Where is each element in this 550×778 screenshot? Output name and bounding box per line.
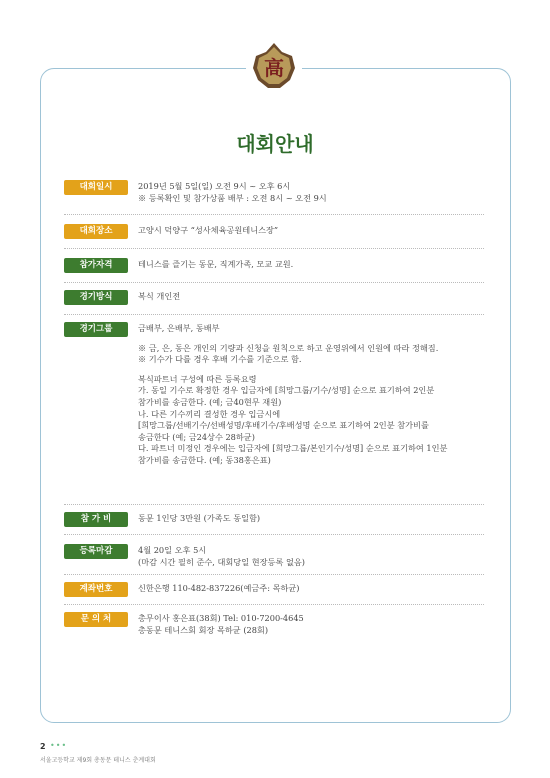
text-line: 나. 다른 기수끼리 결성한 경우 입금시에 <box>138 408 281 419</box>
text-line: 총동문 테니스회 회장 목하균 (28회) <box>138 624 269 635</box>
section-content <box>138 545 484 568</box>
section-content <box>138 323 484 467</box>
text-line: 송금한다 (예; 금24상수 28하균) <box>138 431 255 442</box>
text-line: 복식파트너 구성에 따른 등록요령 <box>138 373 257 384</box>
section-label: 참가자격 <box>64 258 128 273</box>
section-content <box>138 225 484 237</box>
section-content <box>138 613 484 636</box>
text-line: ※ 등록확인 및 참가상품 배부 : 오전 8시 ~ 오전 9시 <box>138 192 327 203</box>
section-label: 경기그룹 <box>64 322 128 337</box>
section-label: 참 가 비 <box>64 512 128 527</box>
section-content <box>138 259 484 271</box>
text-line: 복식 개인전 <box>138 291 181 301</box>
section-label: 경기방식 <box>64 290 128 305</box>
text-line: 동문 1인당 3만원 (가족도 동일함) <box>138 513 261 523</box>
section-content <box>138 583 484 595</box>
emblem-char: 高 <box>264 56 284 80</box>
divider <box>64 248 484 249</box>
section-content <box>138 513 484 525</box>
text-line: 4월 20일 오후 5시 <box>138 545 207 555</box>
text-line: (마감 시간 필히 준수, 대회당일 현장등록 없음) <box>138 556 305 567</box>
text-line: 총무이사 홍은표(38회) Tel: 010-7200-4645 <box>138 613 304 623</box>
section-label: 계좌번호 <box>64 582 128 597</box>
divider <box>64 604 484 605</box>
section-content <box>138 181 484 204</box>
text-line: 테니스를 즐기는 동문, 직계가족, 모교 교원. <box>138 259 294 269</box>
section-content <box>138 291 484 303</box>
divider <box>64 504 484 505</box>
divider <box>64 534 484 535</box>
page-number: 2 <box>40 742 46 751</box>
text-line: ※ 기수가 다를 경우 후배 기수를 기준으로 함. <box>138 354 302 365</box>
text-line: 다. 파트너 미정인 경우에는 입금자에 [희망그룹/본인기수/성명] 순으로 표기하여 1인분 <box>138 443 448 454</box>
divider <box>64 282 484 283</box>
text-line: 참가비를 송금한다. (예; 동38홍은표) <box>138 454 271 465</box>
text-line: [희망그룹/선배기수/선배성명/후배기수/후배성명 순으로 표기하여 2인분 참가비를 <box>138 420 429 431</box>
section-label: 문 의 처 <box>64 612 128 627</box>
section-label: 대회일시 <box>64 180 128 195</box>
page-title: 대회안내 <box>236 132 314 156</box>
text-line: ※ 금, 은, 동은 개인의 기량과 신청을 원칙으로 하고 운영위에서 인원에 따라 정해짐. <box>138 342 439 353</box>
text-line: 고양시 덕양구 “성사체육공원테니스장” <box>138 225 279 235</box>
school-emblem-icon <box>252 42 296 90</box>
section-label: 등록마감 <box>64 544 128 559</box>
text-line: 금배부, 은배부, 동배부 <box>138 323 220 333</box>
divider <box>64 214 484 215</box>
text-line: 참가비를 송금한다. (예; 금40현무 재원) <box>138 396 282 407</box>
text-line: 가. 동일 기수로 확정한 경우 입금자에 [희망그룹/기수/성명] 순으로 표기하여 2인분 <box>138 385 435 396</box>
divider <box>64 314 484 315</box>
text-line: 2019년 5월 5일(일) 오전 9시 ~ 오후 6시 <box>138 181 291 191</box>
text-line: 신한은행 110-482-837226(예금주: 목하균) <box>138 583 300 593</box>
footer-text: 서울고등학교 제9회 총동문 테니스 춘계대회 <box>40 757 156 764</box>
divider <box>64 574 484 575</box>
footer-dots: ••• <box>50 741 68 750</box>
section-label: 대회장소 <box>64 224 128 239</box>
